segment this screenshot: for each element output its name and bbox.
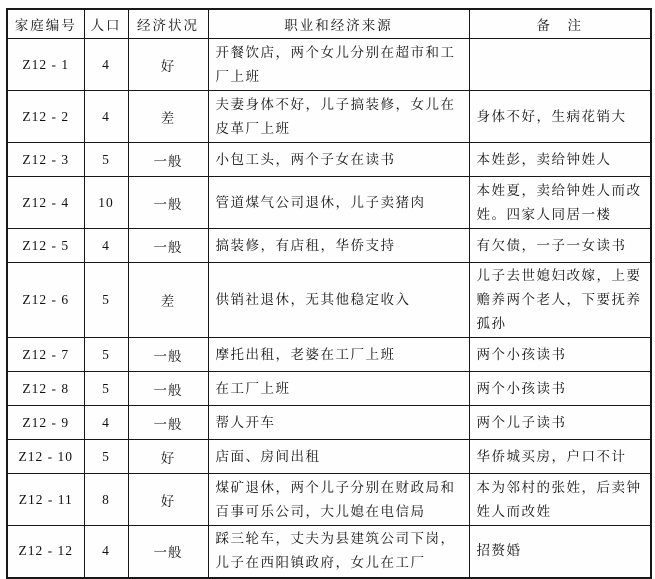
cell-occupation: 煤矿退休，两个儿子分别在财政局和百事可乐公司，大儿媳在电信局 <box>208 474 469 526</box>
cell-occupation: 开餐饮店，两个女儿分别在超市和工厂上班 <box>208 39 469 91</box>
cell-remark: 身体不好，生病花销大 <box>469 91 651 143</box>
cell-population: 4 <box>84 526 128 578</box>
cell-economic-status: 一般 <box>128 526 208 578</box>
table-row <box>7 91 651 143</box>
cell-economic-status: 一般 <box>128 372 208 406</box>
cell-population: 5 <box>84 338 128 372</box>
cell-economic-status: 好 <box>128 440 208 474</box>
cell-economic-status: 一般 <box>128 229 208 263</box>
cell-population: 5 <box>84 143 128 177</box>
cell-family-id: Z12 - 11 <box>7 474 84 526</box>
table-row <box>7 526 651 578</box>
cell-economic-status: 一般 <box>128 338 208 372</box>
cell-occupation: 在工厂上班 <box>208 372 469 406</box>
table-row <box>7 338 651 372</box>
cell-population: 10 <box>84 177 128 229</box>
cell-occupation: 踩三轮车，丈夫为县建筑公司下岗，儿子在西阳镇政府，女儿在工厂 <box>208 526 469 578</box>
header-family-id: 家庭编号 <box>7 9 84 39</box>
cell-occupation: 店面、房间出租 <box>208 440 469 474</box>
header-population: 人口 <box>84 9 128 39</box>
cell-economic-status: 差 <box>128 91 208 143</box>
cell-economic-status: 一般 <box>128 143 208 177</box>
cell-family-id: Z12 - 7 <box>7 338 84 372</box>
table-row <box>7 440 651 474</box>
header-row <box>7 9 651 39</box>
cell-family-id: Z12 - 12 <box>7 526 84 578</box>
cell-population: 4 <box>84 39 128 91</box>
cell-family-id: Z12 - 6 <box>7 263 84 338</box>
table-row <box>7 406 651 440</box>
cell-family-id: Z12 - 9 <box>7 406 84 440</box>
cell-economic-status: 差 <box>128 263 208 338</box>
cell-remark: 两个小孩读书 <box>469 338 651 372</box>
cell-family-id: Z12 - 3 <box>7 143 84 177</box>
cell-occupation: 帮人开车 <box>208 406 469 440</box>
cell-population: 5 <box>84 263 128 338</box>
cell-economic-status: 一般 <box>128 177 208 229</box>
cell-population: 4 <box>84 406 128 440</box>
cell-remark: 本姓彭，卖给钟姓人 <box>469 143 651 177</box>
cell-family-id: Z12 - 10 <box>7 440 84 474</box>
header-remark: 备 注 <box>469 9 651 39</box>
cell-family-id: Z12 - 8 <box>7 372 84 406</box>
cell-economic-status: 一般 <box>128 406 208 440</box>
cell-economic-status: 好 <box>128 39 208 91</box>
cell-remark: 本姓夏，卖给钟姓人而改姓。四家人同居一楼 <box>469 177 651 229</box>
cell-occupation: 摩托出租，老婆在工厂上班 <box>208 338 469 372</box>
cell-occupation: 供销社退休，无其他稳定收入 <box>208 263 469 338</box>
cell-family-id: Z12 - 4 <box>7 177 84 229</box>
cell-family-id: Z12 - 2 <box>7 91 84 143</box>
cell-remark: 招赘婚 <box>469 526 651 578</box>
table-row <box>7 474 651 526</box>
cell-occupation: 管道煤气公司退休，儿子卖猪肉 <box>208 177 469 229</box>
cell-remark: 有欠债，一子一女读书 <box>469 229 651 263</box>
cell-population: 4 <box>84 91 128 143</box>
cell-remark: 两个小孩读书 <box>469 372 651 406</box>
cell-population: 5 <box>84 372 128 406</box>
table-row <box>7 177 651 229</box>
cell-occupation: 夫妻身体不好，儿子搞装修，女儿在皮革厂上班 <box>208 91 469 143</box>
cell-remark: 儿子去世媳妇改嫁，上要赡养两个老人，下要抚养孤孙 <box>469 263 651 338</box>
table-row <box>7 263 651 338</box>
cell-population: 8 <box>84 474 128 526</box>
family-survey-table <box>6 8 652 579</box>
cell-family-id: Z12 - 1 <box>7 39 84 91</box>
cell-family-id: Z12 - 5 <box>7 229 84 263</box>
cell-occupation: 小包工头，两个子女在读书 <box>208 143 469 177</box>
cell-economic-status: 好 <box>128 474 208 526</box>
cell-remark <box>469 39 651 91</box>
table-row <box>7 372 651 406</box>
cell-occupation: 搞装修，有店租，华侨支持 <box>208 229 469 263</box>
header-occupation: 职业和经济来源 <box>208 9 469 39</box>
cell-remark: 本为邻村的张姓，后卖钟姓人而改姓 <box>469 474 651 526</box>
cell-remark: 两个儿子读书 <box>469 406 651 440</box>
cell-remark: 华侨城买房，户口不计 <box>469 440 651 474</box>
cell-population: 5 <box>84 440 128 474</box>
table-row <box>7 39 651 91</box>
table-row <box>7 143 651 177</box>
table-row <box>7 229 651 263</box>
header-economic-status: 经济状况 <box>128 9 208 39</box>
cell-population: 4 <box>84 229 128 263</box>
